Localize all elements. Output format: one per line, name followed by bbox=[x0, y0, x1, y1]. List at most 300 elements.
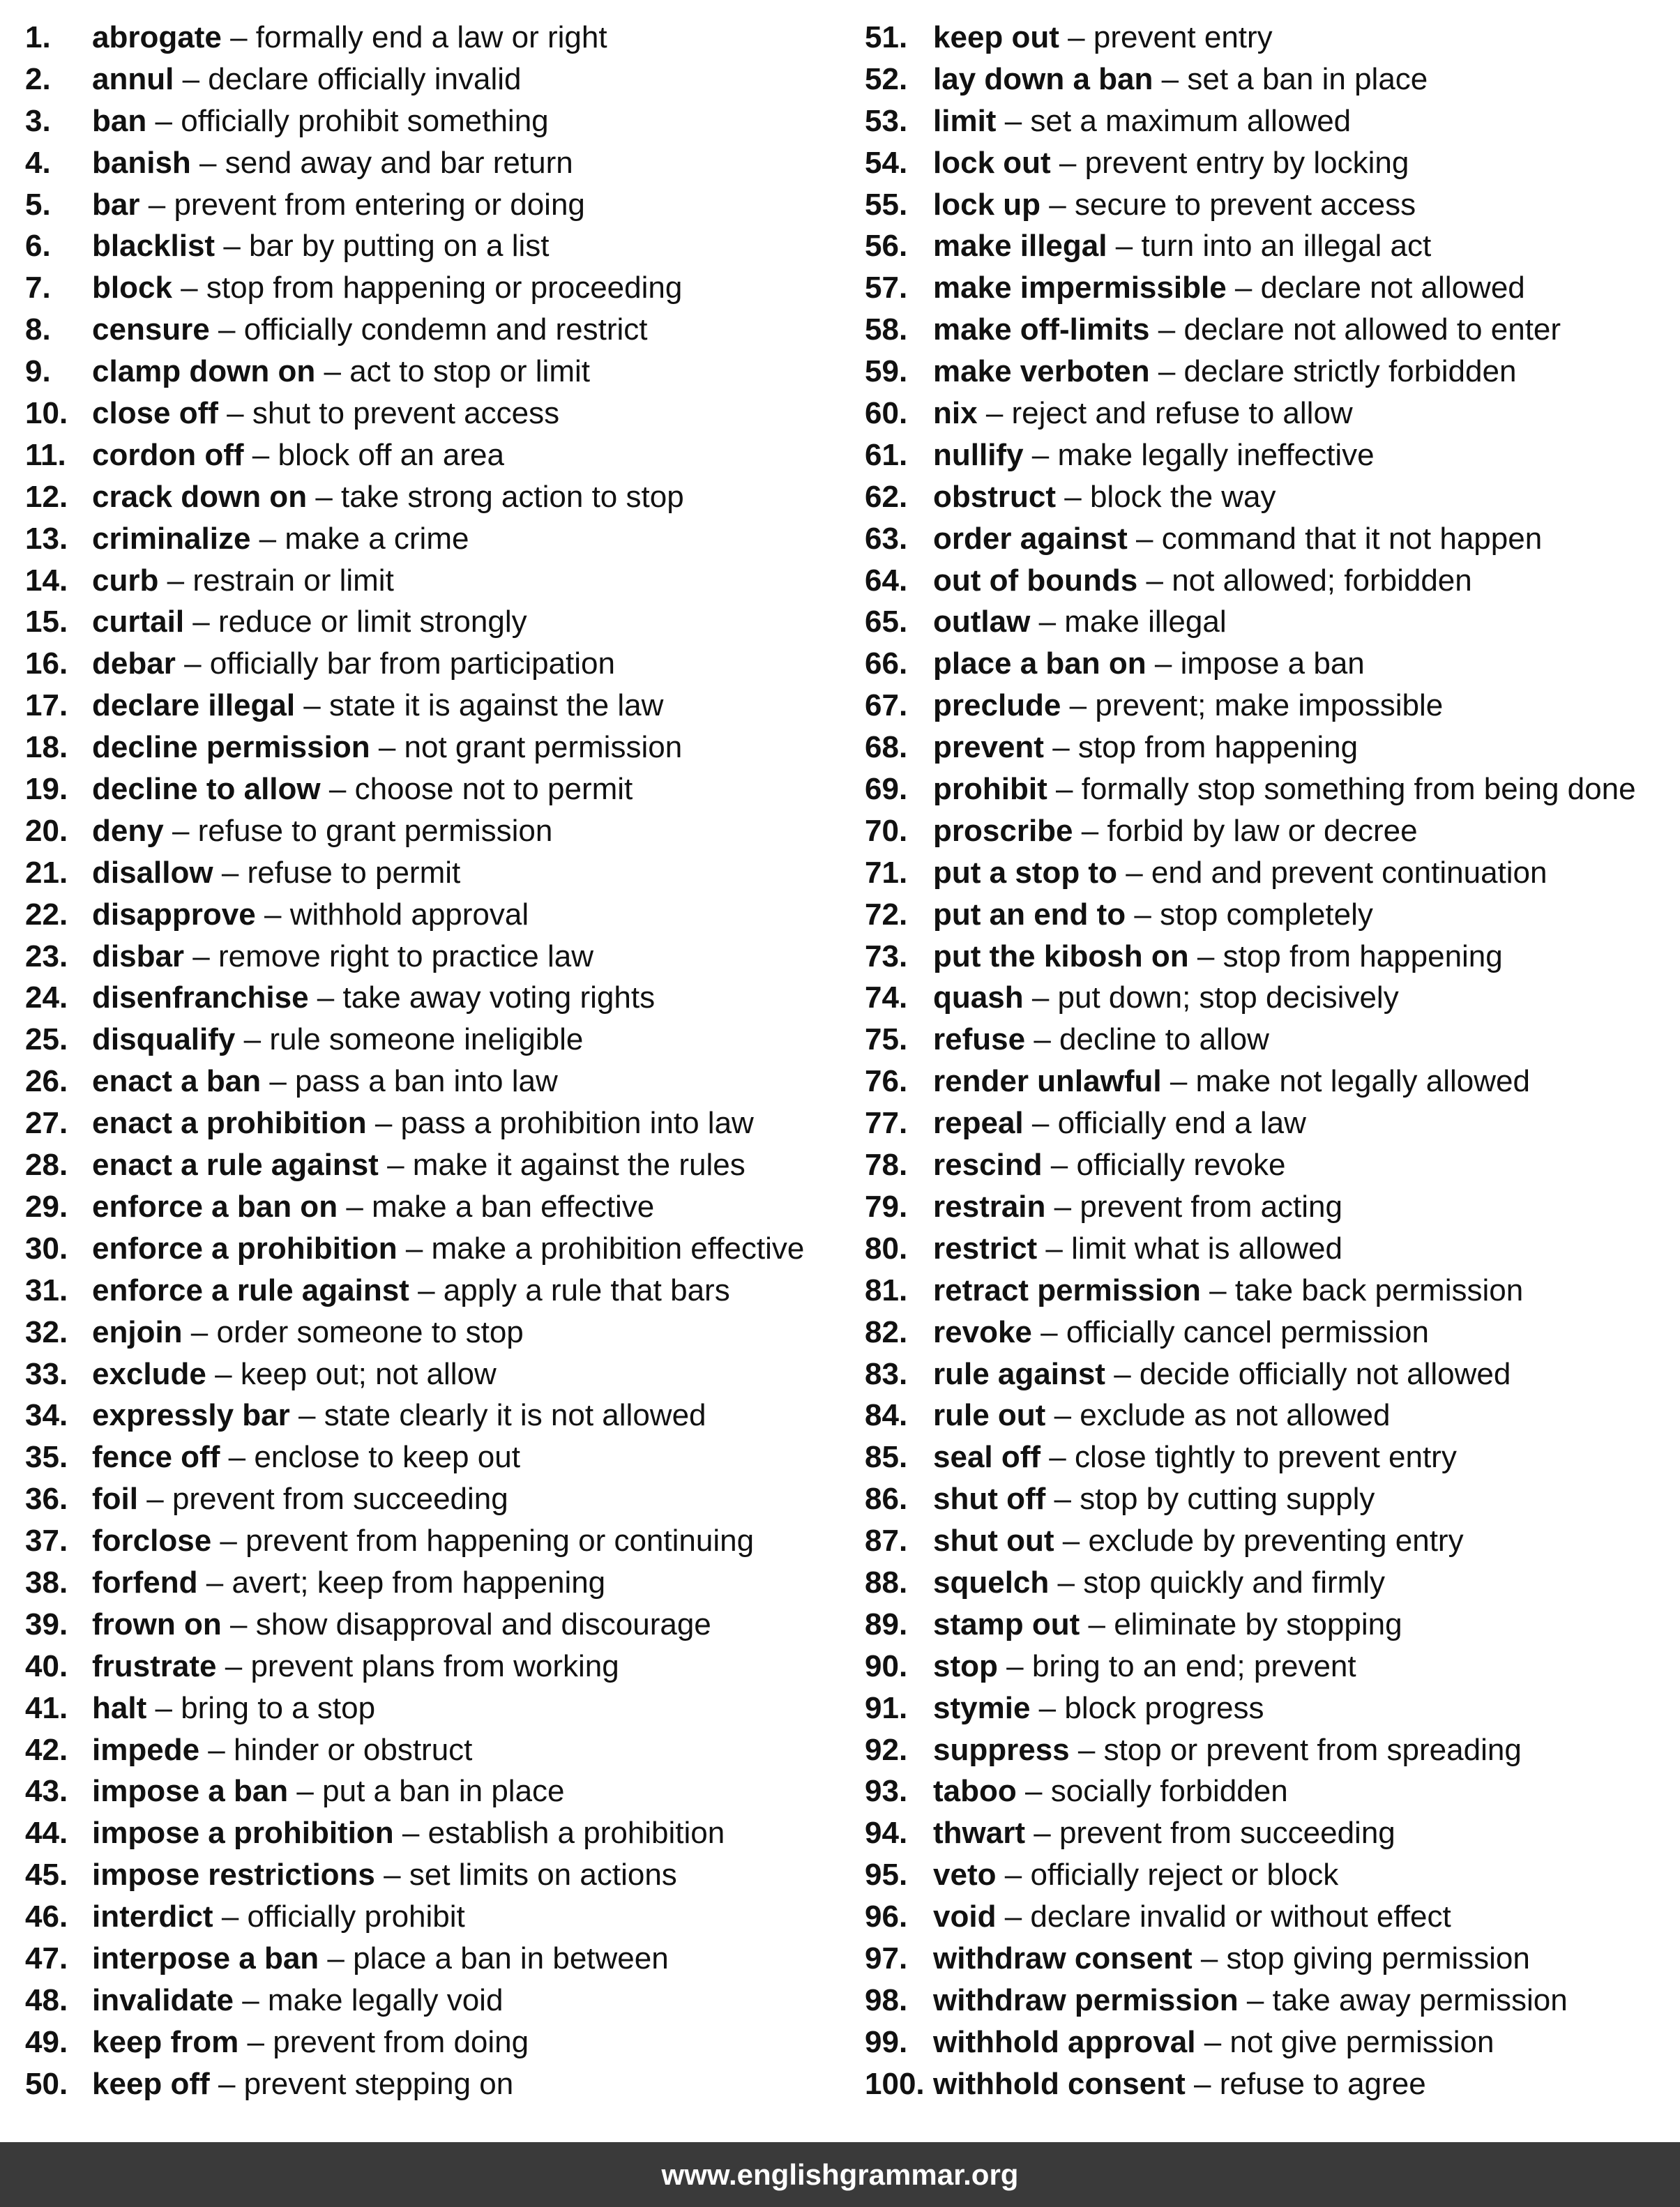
item-separator: – bbox=[378, 730, 396, 765]
item-number: 4. bbox=[25, 145, 51, 180]
item-number: 72. bbox=[865, 897, 908, 932]
item-number: 50. bbox=[25, 2066, 68, 2101]
item-separator: – bbox=[1134, 897, 1151, 932]
list-item bbox=[25, 1270, 848, 1312]
item-separator: – bbox=[1054, 1482, 1072, 1517]
item-term: withdraw consent bbox=[933, 1941, 1193, 1975]
list-item bbox=[865, 601, 1674, 643]
item-term: criminalize bbox=[92, 521, 251, 556]
item-term: interpose a ban bbox=[92, 1941, 319, 1975]
item-text bbox=[933, 1144, 1285, 1186]
item-definition: officially condemn and restrict bbox=[243, 312, 648, 347]
list-item bbox=[865, 936, 1674, 978]
word-list bbox=[0, 17, 1680, 2102]
item-definition: declare strictly forbidden bbox=[1183, 354, 1517, 389]
item-term: outlaw bbox=[933, 605, 1031, 639]
list-item bbox=[25, 1436, 848, 1478]
item-number: 89. bbox=[865, 1607, 908, 1641]
item-term: taboo bbox=[933, 1774, 1017, 1809]
item-term: enforce a rule against bbox=[92, 1273, 409, 1307]
item-separator: – bbox=[218, 312, 236, 347]
item-definition: not give permission bbox=[1229, 2024, 1494, 2059]
item-definition: restrain or limit bbox=[192, 563, 394, 598]
item-text bbox=[92, 685, 663, 727]
item-term: blacklist bbox=[92, 229, 215, 264]
list-item bbox=[25, 852, 848, 894]
item-definition: rule someone ineligible bbox=[269, 1022, 584, 1057]
item-term: keep from bbox=[92, 2024, 239, 2059]
item-definition: stop from happening or proceeding bbox=[206, 271, 683, 305]
item-term: enact a rule against bbox=[92, 1148, 379, 1183]
item-number: 20. bbox=[25, 813, 68, 848]
item-term: lay down a ban bbox=[933, 61, 1153, 96]
list-item bbox=[25, 560, 848, 602]
item-text bbox=[933, 1312, 1429, 1353]
item-separator: – bbox=[296, 1774, 314, 1809]
item-separator: – bbox=[317, 980, 335, 1015]
item-separator: – bbox=[1246, 1982, 1264, 2017]
item-separator: – bbox=[146, 1482, 164, 1517]
list-item bbox=[25, 810, 848, 852]
item-number: 8. bbox=[25, 312, 51, 347]
item-text bbox=[933, 1729, 1522, 1771]
item-text bbox=[933, 1061, 1530, 1102]
item-number: 97. bbox=[865, 1941, 908, 1975]
list-item bbox=[25, 59, 848, 100]
item-separator: – bbox=[155, 1690, 172, 1725]
list-item bbox=[865, 309, 1674, 351]
item-definition: prevent; make impossible bbox=[1095, 688, 1444, 723]
item-number: 87. bbox=[865, 1524, 908, 1558]
item-text bbox=[92, 643, 615, 685]
item-separator: – bbox=[1049, 187, 1066, 222]
item-separator: – bbox=[221, 1899, 239, 1934]
item-definition: make legally ineffective bbox=[1057, 437, 1375, 472]
item-text bbox=[92, 1436, 520, 1478]
item-text bbox=[92, 100, 549, 142]
item-number: 21. bbox=[25, 855, 68, 890]
item-separator: – bbox=[1034, 1022, 1051, 1057]
item-number: 88. bbox=[865, 1565, 908, 1600]
item-term: squelch bbox=[933, 1565, 1050, 1600]
item-number: 66. bbox=[865, 646, 908, 681]
item-number: 11. bbox=[25, 437, 66, 472]
item-term: abrogate bbox=[92, 20, 222, 54]
item-definition: choose not to permit bbox=[354, 772, 633, 807]
item-definition: make a ban effective bbox=[372, 1189, 655, 1224]
item-number: 42. bbox=[25, 1732, 68, 1767]
item-text bbox=[933, 142, 1409, 184]
item-definition: declare invalid or without effect bbox=[1030, 1899, 1451, 1934]
item-term: lock up bbox=[933, 187, 1041, 222]
item-definition: act to stop or limit bbox=[349, 354, 590, 389]
list-item bbox=[865, 768, 1674, 810]
item-number: 37. bbox=[25, 1524, 68, 1558]
item-definition: state clearly it is not allowed bbox=[324, 1398, 706, 1433]
list-item bbox=[865, 1770, 1674, 1812]
item-separator: – bbox=[1081, 813, 1099, 848]
item-separator: – bbox=[1025, 1774, 1043, 1809]
item-term: decline permission bbox=[92, 730, 370, 765]
list-item bbox=[25, 225, 848, 267]
item-number: 63. bbox=[865, 521, 908, 556]
item-text bbox=[933, 2063, 1426, 2105]
item-number: 75. bbox=[865, 1022, 908, 1057]
item-separator: – bbox=[418, 1273, 435, 1307]
item-term: veto bbox=[933, 1858, 997, 1893]
item-definition: command that it not happen bbox=[1161, 521, 1543, 556]
item-term: deny bbox=[92, 813, 164, 848]
item-separator: – bbox=[1069, 688, 1087, 723]
item-separator: – bbox=[324, 354, 341, 389]
item-separator: – bbox=[1146, 563, 1163, 598]
item-definition: prevent from doing bbox=[273, 2024, 529, 2059]
item-definition: take strong action to stop bbox=[341, 479, 684, 514]
item-number: 92. bbox=[865, 1732, 908, 1767]
item-number: 84. bbox=[865, 1398, 908, 1433]
item-term: bar bbox=[92, 187, 140, 222]
item-number: 53. bbox=[865, 103, 908, 138]
list-item bbox=[865, 1102, 1674, 1144]
item-number: 35. bbox=[25, 1440, 68, 1475]
item-separator: – bbox=[259, 521, 277, 556]
item-separator: – bbox=[1004, 103, 1022, 138]
item-text bbox=[933, 1228, 1342, 1270]
item-definition: eliminate by stopping bbox=[1114, 1607, 1402, 1641]
list-item bbox=[865, 1938, 1674, 1980]
item-separator: – bbox=[384, 1858, 401, 1893]
item-text bbox=[92, 1061, 558, 1102]
item-term: shut off bbox=[933, 1482, 1046, 1517]
item-separator: – bbox=[1170, 1064, 1188, 1099]
item-number: 15. bbox=[25, 605, 68, 639]
item-term: banish bbox=[92, 145, 191, 180]
item-text bbox=[933, 518, 1542, 560]
item-text bbox=[933, 1019, 1269, 1061]
item-number: 26. bbox=[25, 1064, 68, 1099]
item-text bbox=[92, 2022, 529, 2063]
item-term: void bbox=[933, 1899, 997, 1934]
item-text bbox=[92, 17, 607, 59]
item-text bbox=[933, 351, 1516, 393]
item-definition: officially cancel permission bbox=[1066, 1314, 1429, 1349]
item-term: nix bbox=[933, 396, 978, 431]
item-separator: – bbox=[1040, 1314, 1058, 1349]
list-item bbox=[865, 1395, 1674, 1436]
list-item bbox=[865, 1688, 1674, 1729]
item-text bbox=[92, 267, 682, 309]
item-definition: pass a prohibition into law bbox=[400, 1106, 754, 1141]
item-separator: – bbox=[1034, 1816, 1051, 1851]
list-item bbox=[25, 601, 848, 643]
item-definition: turn into an illegal act bbox=[1141, 229, 1432, 264]
item-definition: keep out; not allow bbox=[240, 1356, 497, 1391]
item-number: 73. bbox=[865, 939, 908, 973]
item-term: decline to allow bbox=[92, 772, 321, 807]
list-item bbox=[865, 1270, 1674, 1312]
item-definition: make a crime bbox=[285, 521, 469, 556]
item-text bbox=[933, 225, 1431, 267]
item-term: quash bbox=[933, 980, 1024, 1015]
item-number: 34. bbox=[25, 1398, 68, 1433]
item-number: 67. bbox=[865, 688, 908, 723]
item-number: 60. bbox=[865, 396, 908, 431]
list-item bbox=[865, 225, 1674, 267]
item-text bbox=[933, 727, 1358, 768]
item-number: 90. bbox=[865, 1648, 908, 1683]
item-term: block bbox=[92, 271, 172, 305]
list-item bbox=[25, 1604, 848, 1646]
list-item bbox=[25, 1562, 848, 1604]
item-separator: – bbox=[1135, 521, 1153, 556]
list-item bbox=[865, 1353, 1674, 1395]
item-text bbox=[92, 1604, 711, 1646]
item-number: 25. bbox=[25, 1022, 68, 1057]
list-item bbox=[865, 852, 1674, 894]
item-definition: stop by cutting supply bbox=[1080, 1482, 1375, 1517]
item-text bbox=[92, 1854, 677, 1896]
item-separator: – bbox=[985, 396, 1004, 431]
item-term: forclose bbox=[92, 1524, 212, 1558]
item-definition: declare not allowed to enter bbox=[1183, 312, 1561, 347]
item-term: revoke bbox=[933, 1314, 1032, 1349]
item-number: 98. bbox=[865, 1982, 908, 2017]
item-definition: state it is against the law bbox=[329, 688, 664, 723]
item-term: forfend bbox=[92, 1565, 198, 1600]
item-separator: – bbox=[1158, 312, 1176, 347]
item-term: impose a prohibition bbox=[92, 1816, 394, 1851]
item-text bbox=[933, 1980, 1568, 2022]
item-separator: – bbox=[223, 229, 241, 264]
item-term: put the kibosh on bbox=[933, 939, 1189, 973]
item-text bbox=[933, 1353, 1511, 1395]
list-item bbox=[25, 1478, 848, 1520]
item-separator: – bbox=[1038, 1690, 1057, 1725]
item-definition: prevent from succeeding bbox=[1059, 1816, 1395, 1851]
item-definition: send away and bar return bbox=[225, 145, 573, 180]
item-term: prohibit bbox=[933, 772, 1047, 807]
item-number: 9. bbox=[25, 354, 51, 389]
item-number: 71. bbox=[865, 855, 908, 890]
item-number: 5. bbox=[25, 187, 51, 222]
item-number: 51. bbox=[865, 20, 908, 54]
item-number: 55. bbox=[865, 187, 908, 222]
item-term: nullify bbox=[933, 437, 1024, 472]
item-definition: prevent entry by locking bbox=[1084, 145, 1409, 180]
item-term: refuse bbox=[933, 1022, 1026, 1057]
footer-website-text: www.englishgrammar.org bbox=[661, 2157, 1019, 2191]
item-term: enforce a prohibition bbox=[92, 1231, 398, 1266]
item-definition: not grant permission bbox=[404, 730, 683, 765]
item-definition: pass a ban into law bbox=[295, 1064, 558, 1099]
item-separator: – bbox=[1158, 354, 1176, 389]
item-text bbox=[92, 1646, 619, 1688]
item-number: 44. bbox=[25, 1816, 68, 1851]
item-term: stymie bbox=[933, 1690, 1031, 1725]
item-text bbox=[92, 309, 648, 351]
item-term: keep out bbox=[933, 20, 1059, 54]
list-item bbox=[865, 727, 1674, 768]
list-item bbox=[865, 560, 1674, 602]
item-definition: reduce or limit strongly bbox=[218, 605, 527, 639]
list-item bbox=[865, 1436, 1674, 1478]
item-definition: refuse to permit bbox=[247, 855, 461, 890]
item-number: 77. bbox=[865, 1106, 908, 1141]
item-separator: – bbox=[1031, 1106, 1050, 1141]
word-list-column-left bbox=[25, 17, 848, 2105]
item-text bbox=[92, 1896, 465, 1938]
item-definition: officially reject or block bbox=[1030, 1858, 1339, 1893]
item-text bbox=[933, 476, 1276, 518]
item-term: withhold approval bbox=[933, 2024, 1196, 2059]
item-separator: – bbox=[1114, 1356, 1131, 1391]
item-separator: – bbox=[247, 2024, 265, 2059]
item-definition: declare officially invalid bbox=[208, 61, 522, 96]
item-term: enact a prohibition bbox=[92, 1106, 367, 1141]
item-term: restrain bbox=[933, 1189, 1046, 1224]
item-number: 76. bbox=[865, 1064, 908, 1099]
item-term: disenfranchise bbox=[92, 980, 309, 1015]
item-separator: – bbox=[1200, 1941, 1218, 1975]
item-number: 43. bbox=[25, 1774, 68, 1809]
item-number: 62. bbox=[865, 479, 908, 514]
item-text bbox=[933, 1270, 1523, 1312]
list-item bbox=[25, 768, 848, 810]
item-definition: establish a prohibition bbox=[427, 1816, 725, 1851]
list-item bbox=[25, 1353, 848, 1395]
item-text bbox=[933, 100, 1351, 142]
item-separator: – bbox=[1059, 145, 1077, 180]
item-number: 78. bbox=[865, 1148, 908, 1183]
item-term: interdict bbox=[92, 1899, 213, 1934]
item-text bbox=[933, 1520, 1464, 1562]
item-separator: – bbox=[327, 1941, 345, 1975]
item-separator: – bbox=[1004, 1858, 1022, 1893]
item-definition: decline to allow bbox=[1059, 1022, 1269, 1057]
list-item bbox=[865, 1812, 1674, 1854]
item-separator: – bbox=[1050, 1148, 1068, 1183]
item-term: make off-limits bbox=[933, 312, 1150, 347]
item-term: invalidate bbox=[92, 1982, 234, 2017]
list-item bbox=[25, 2022, 848, 2063]
list-item bbox=[25, 2063, 848, 2105]
item-term: frown on bbox=[92, 1607, 222, 1641]
item-number: 24. bbox=[25, 980, 68, 1015]
item-separator: – bbox=[1049, 1440, 1066, 1475]
item-text bbox=[933, 560, 1472, 602]
list-item bbox=[25, 1729, 848, 1771]
item-separator: – bbox=[181, 271, 198, 305]
item-text bbox=[92, 2063, 513, 2105]
item-definition: not allowed; forbidden bbox=[1172, 563, 1472, 598]
list-item bbox=[25, 1312, 848, 1353]
item-separator: – bbox=[228, 1440, 246, 1475]
item-text bbox=[92, 1688, 375, 1729]
list-item bbox=[865, 1144, 1674, 1186]
item-text bbox=[92, 59, 521, 100]
item-term: obstruct bbox=[933, 479, 1056, 514]
list-item bbox=[865, 267, 1674, 309]
list-item bbox=[865, 1478, 1674, 1520]
item-term: make illegal bbox=[933, 229, 1107, 264]
item-term: disapprove bbox=[92, 897, 256, 932]
list-item bbox=[25, 393, 848, 434]
item-term: annul bbox=[92, 61, 174, 96]
list-item bbox=[25, 1688, 848, 1729]
item-number: 95. bbox=[865, 1858, 908, 1893]
list-item bbox=[25, 1144, 848, 1186]
item-text bbox=[933, 1770, 1288, 1812]
item-text bbox=[92, 1729, 472, 1771]
item-text bbox=[933, 1186, 1342, 1228]
item-definition: stop giving permission bbox=[1226, 1941, 1530, 1975]
item-separator: – bbox=[184, 646, 202, 681]
item-term: censure bbox=[92, 312, 210, 347]
item-definition: make illegal bbox=[1064, 605, 1227, 639]
item-number: 96. bbox=[865, 1899, 908, 1934]
item-definition: officially bar from participation bbox=[209, 646, 615, 681]
item-definition: prevent plans from working bbox=[250, 1648, 619, 1683]
item-separator: – bbox=[229, 1607, 248, 1641]
item-definition: set a maximum allowed bbox=[1030, 103, 1352, 138]
item-separator: – bbox=[227, 396, 244, 431]
item-number: 86. bbox=[865, 1482, 908, 1517]
item-text bbox=[933, 1562, 1385, 1604]
list-item bbox=[865, 2063, 1674, 2105]
item-definition: order someone to stop bbox=[216, 1314, 524, 1349]
item-term: seal off bbox=[933, 1440, 1041, 1475]
list-item bbox=[865, 142, 1674, 184]
item-text bbox=[933, 59, 1428, 100]
list-item bbox=[25, 685, 848, 727]
item-text bbox=[92, 1770, 565, 1812]
item-separator: – bbox=[1234, 271, 1253, 305]
item-term: repeal bbox=[933, 1106, 1024, 1141]
item-text bbox=[92, 434, 504, 476]
item-definition: make it against the rules bbox=[412, 1148, 746, 1183]
item-number: 14. bbox=[25, 563, 68, 598]
item-definition: put a ban in place bbox=[322, 1774, 565, 1809]
item-term: ban bbox=[92, 103, 147, 138]
item-number: 22. bbox=[25, 897, 68, 932]
item-separator: – bbox=[1006, 1648, 1024, 1683]
item-number: 45. bbox=[25, 1858, 68, 1893]
list-item bbox=[865, 685, 1674, 727]
item-definition: enclose to keep out bbox=[254, 1440, 520, 1475]
item-text bbox=[92, 476, 684, 518]
item-number: 6. bbox=[25, 229, 51, 264]
item-text bbox=[92, 1812, 725, 1854]
item-definition: avert; keep from happening bbox=[232, 1565, 606, 1600]
item-definition: declare not allowed bbox=[1260, 271, 1525, 305]
item-separator: – bbox=[1062, 1524, 1080, 1558]
item-definition: prevent stepping on bbox=[243, 2066, 514, 2101]
item-text bbox=[92, 351, 590, 393]
list-item bbox=[25, 518, 848, 560]
item-separator: – bbox=[1068, 20, 1085, 54]
item-term: exclude bbox=[92, 1356, 206, 1391]
item-definition: end and prevent continuation bbox=[1151, 855, 1547, 890]
item-text bbox=[92, 1019, 583, 1061]
item-definition: prevent from succeeding bbox=[172, 1482, 508, 1517]
item-definition: block off an area bbox=[278, 437, 504, 472]
item-number: 91. bbox=[865, 1690, 908, 1725]
list-item bbox=[25, 1228, 848, 1270]
item-separator: – bbox=[1055, 772, 1073, 807]
item-term: preclude bbox=[933, 688, 1061, 723]
item-number: 74. bbox=[865, 980, 908, 1015]
item-separator: – bbox=[1038, 605, 1057, 639]
